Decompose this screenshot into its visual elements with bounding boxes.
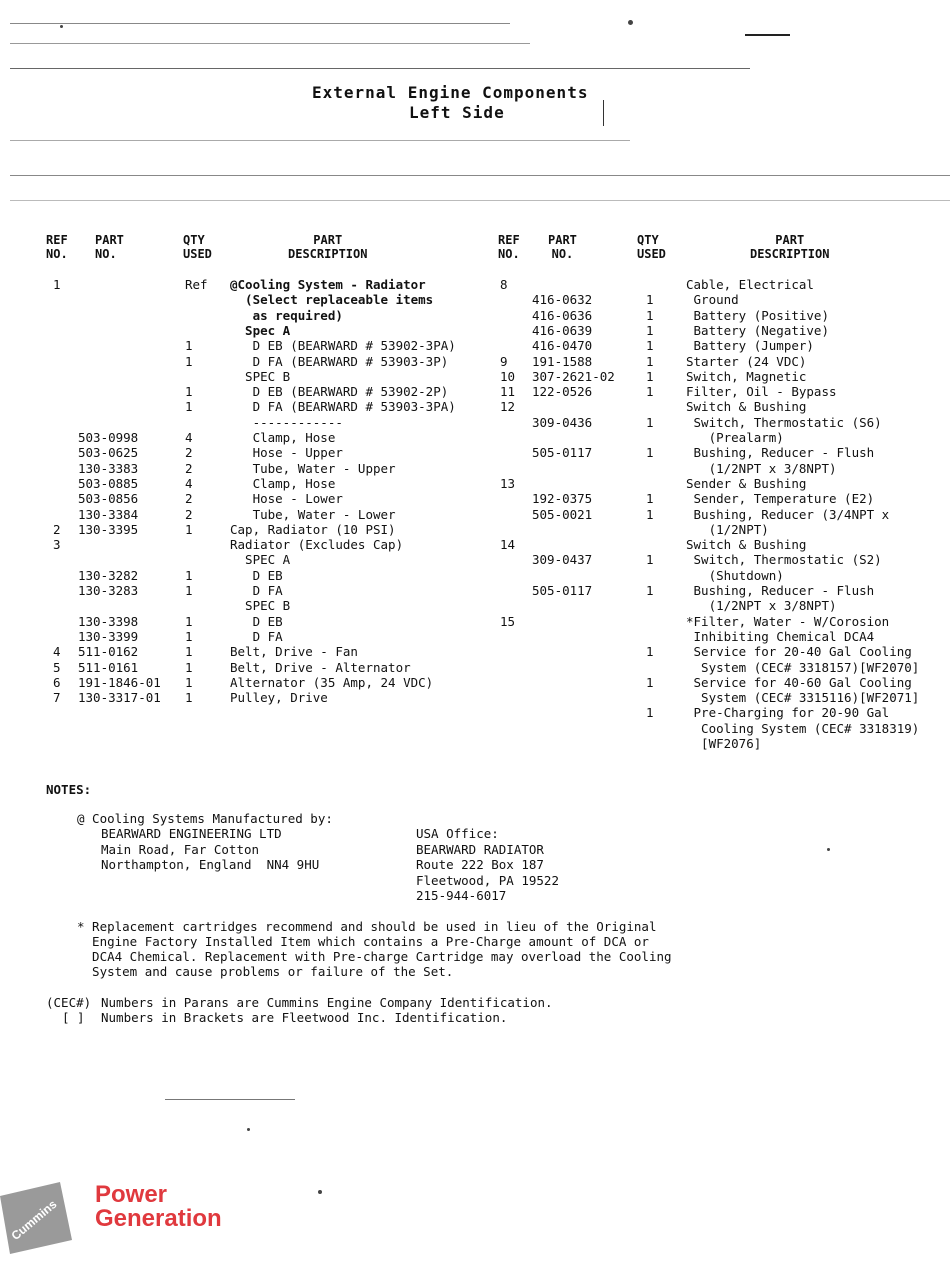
left-row-desc-cell: Hose - Upper bbox=[230, 445, 343, 461]
right-row-ref-cell: 9 bbox=[500, 353, 508, 369]
notes-usa-line: Fleetwood, PA 19522 bbox=[416, 873, 559, 888]
left-row-qty-cell: 4 bbox=[185, 430, 193, 445]
left-row-part-cell: 503-0625 bbox=[78, 445, 139, 461]
right-row-desc-cell: (Prealarm) bbox=[686, 430, 784, 445]
left-row-desc-cell: (Select replaceable items bbox=[230, 292, 434, 308]
right-row-desc-cell: Bushing, Reducer - Flush bbox=[686, 445, 875, 461]
notes-usa-line: 215-944-6017 bbox=[416, 888, 507, 903]
notes-usa-line: BEARWARD RADIATOR bbox=[416, 842, 544, 857]
left-row-desc-cell: Pulley, Drive bbox=[230, 690, 328, 706]
notes-bracket-text: Numbers in Brackets are Fleetwood Inc. Identification. bbox=[101, 1010, 508, 1025]
notes-heading: NOTES: bbox=[46, 782, 92, 797]
left-row-part-cell: 130-3317-01 bbox=[78, 690, 161, 706]
scan-rule bbox=[10, 140, 630, 141]
right-row-desc-cell: Service for 40-60 Gal Cooling bbox=[686, 674, 912, 690]
left-row-qty-cell: 2 bbox=[185, 445, 193, 461]
left-row-part-cell: 503-0856 bbox=[78, 491, 139, 507]
left-row-qty-cell: 1 bbox=[185, 644, 193, 660]
right-row-desc-cell: System (CEC# 3315116)[WF2071] bbox=[686, 690, 920, 706]
right-row-desc-cell: Battery (Positive) bbox=[686, 307, 829, 323]
notes-mfr-intro: @ Cooling Systems Manufactured by: bbox=[77, 811, 333, 826]
left-row-qty-cell: 1 bbox=[185, 353, 193, 369]
right-row-desc-cell: Battery (Jumper) bbox=[686, 338, 814, 354]
left-row-ref-cell: 1 bbox=[53, 277, 61, 292]
right-row-qty-cell: 1 bbox=[646, 384, 654, 400]
right-row-qty-cell: 1 bbox=[646, 292, 654, 308]
left-row-desc-cell: Clamp, Hose bbox=[230, 430, 336, 445]
left-row-qty-cell: 1 bbox=[185, 338, 193, 354]
notes-uk-line: BEARWARD ENGINEERING LTD bbox=[101, 826, 282, 841]
right-row-desc-cell: Starter (24 VDC) bbox=[686, 353, 807, 369]
left-row-part-cell: 130-3283 bbox=[78, 583, 139, 598]
header-ref-no: REF NO. bbox=[46, 233, 68, 261]
header-part-description: PART DESCRIPTION bbox=[288, 233, 368, 261]
right-row-part-cell: 192-0375 bbox=[532, 491, 593, 507]
notes-usa-line: USA Office: bbox=[416, 826, 499, 841]
left-row-desc-cell: D EB bbox=[230, 567, 283, 583]
left-row-desc-cell: Tube, Water - Upper bbox=[230, 460, 396, 476]
left-row-desc-cell: SPEC B bbox=[230, 368, 291, 384]
left-row-desc-cell: D EB bbox=[230, 613, 283, 629]
scan-rule bbox=[10, 175, 950, 176]
left-row-desc-cell: ------------ bbox=[230, 414, 343, 430]
right-row-part-cell: 122-0526 bbox=[532, 384, 593, 400]
scan-speck bbox=[60, 25, 63, 28]
right-row-ref-cell: 14 bbox=[500, 537, 516, 553]
page-subtitle: Left Side bbox=[409, 103, 505, 122]
right-row-qty-cell: 1 bbox=[646, 368, 654, 384]
scan-speck bbox=[628, 20, 633, 25]
left-row-qty-cell: 1 bbox=[185, 659, 193, 675]
right-row-ref-cell: 13 bbox=[500, 475, 516, 491]
right-row-qty-cell: 1 bbox=[646, 445, 654, 461]
left-row-desc-cell: as required) bbox=[230, 307, 343, 323]
scan-speck bbox=[247, 1128, 250, 1131]
scan-speck bbox=[827, 848, 830, 851]
left-row-qty-cell: Ref bbox=[185, 277, 208, 292]
right-row-desc-cell: Switch & Bushing bbox=[686, 537, 807, 553]
left-row-desc-cell: Belt, Drive - Alternator bbox=[230, 659, 411, 675]
right-row-part-cell: 309-0437 bbox=[532, 552, 593, 568]
header-qty-used-right: QTY USED bbox=[637, 233, 666, 261]
right-row-desc-cell: Bushing, Reducer (3/4NPT x bbox=[686, 506, 890, 522]
left-row-qty-cell: 1 bbox=[185, 583, 193, 598]
left-row-desc-cell: SPEC A bbox=[230, 552, 291, 568]
notes-bracket-key: [ ] bbox=[62, 1010, 85, 1025]
right-row-qty-cell: 1 bbox=[646, 414, 654, 430]
header-part-no-right: PART NO. bbox=[548, 233, 577, 261]
page-title: External Engine Components bbox=[312, 83, 589, 102]
left-row-part-cell: 191-1846-01 bbox=[78, 674, 161, 690]
left-row-ref-cell: 3 bbox=[53, 537, 61, 553]
left-row-desc-cell: Belt, Drive - Fan bbox=[230, 644, 358, 660]
scan-rule bbox=[603, 100, 604, 126]
left-row-part-cell: 130-3395 bbox=[78, 521, 139, 537]
left-row-qty-cell: 2 bbox=[185, 491, 193, 507]
right-row-desc-cell: (1/2NPT) bbox=[686, 521, 769, 537]
logo-line-power: Power bbox=[95, 1181, 168, 1208]
left-row-qty-cell: 1 bbox=[185, 384, 193, 400]
cummins-logo-icon bbox=[0, 1182, 72, 1254]
right-row-qty-cell: 1 bbox=[646, 583, 654, 598]
left-row-ref-cell: 2 bbox=[53, 521, 61, 537]
left-row-part-cell: 511-0162 bbox=[78, 644, 139, 660]
left-row-qty-cell: 1 bbox=[185, 521, 193, 537]
left-row-desc-cell: SPEC B bbox=[230, 598, 291, 614]
left-row-desc-cell: Cap, Radiator (10 PSI) bbox=[230, 521, 396, 537]
header-ref-no-right: REF NO. bbox=[498, 233, 520, 261]
right-row-part-cell: 307-2621-02 bbox=[532, 368, 615, 384]
left-row-desc-cell: Radiator (Excludes Cap) bbox=[230, 537, 404, 553]
right-row-desc-cell: System (CEC# 3318157)[WF2070] bbox=[686, 659, 920, 675]
right-row-desc-cell: Cooling System (CEC# 3318319) bbox=[686, 720, 920, 736]
left-row-qty-cell: 1 bbox=[185, 399, 193, 415]
right-row-part-cell: 505-0021 bbox=[532, 506, 593, 522]
right-row-part-cell: 416-0636 bbox=[532, 307, 593, 323]
right-row-desc-cell: Switch, Thermostatic (S6) bbox=[686, 414, 882, 430]
scan-speck bbox=[318, 1190, 322, 1194]
right-row-desc-cell: (1/2NPT x 3/8NPT) bbox=[686, 460, 837, 476]
right-row-desc-cell: Switch & Bushing bbox=[686, 399, 807, 415]
right-row-desc-cell: (Shutdown) bbox=[686, 567, 784, 583]
scan-rule bbox=[10, 68, 750, 69]
right-row-desc-cell: Service for 20-40 Gal Cooling bbox=[686, 644, 912, 660]
right-row-qty-cell: 1 bbox=[646, 338, 654, 354]
left-row-desc-cell: D FA (BEARWARD # 53903-3PA) bbox=[230, 399, 456, 415]
left-row-part-cell: 503-0998 bbox=[78, 430, 139, 445]
right-row-desc-cell: [WF2076] bbox=[686, 736, 762, 751]
right-row-desc-cell: Battery (Negative) bbox=[686, 322, 829, 338]
right-row-qty-cell: 1 bbox=[646, 506, 654, 522]
header-qty-used: QTY USED bbox=[183, 233, 212, 261]
notes-cec-text: Numbers in Parans are Cummins Engine Company Identification. bbox=[101, 995, 553, 1010]
right-row-part-cell: 416-0470 bbox=[532, 338, 593, 354]
left-row-ref-cell: 6 bbox=[53, 674, 61, 690]
left-row-desc-cell: Tube, Water - Lower bbox=[230, 506, 396, 522]
right-row-qty-cell: 1 bbox=[646, 644, 654, 660]
header-part-description-right: PART DESCRIPTION bbox=[750, 233, 830, 261]
right-row-ref-cell: 12 bbox=[500, 399, 516, 415]
left-row-qty-cell: 1 bbox=[185, 690, 193, 706]
left-row-desc-cell: Hose - Lower bbox=[230, 491, 343, 507]
left-row-part-cell: 511-0161 bbox=[78, 659, 139, 675]
right-row-qty-cell: 1 bbox=[646, 491, 654, 507]
left-row-part-cell: 130-3282 bbox=[78, 567, 139, 583]
left-row-part-cell: 130-3398 bbox=[78, 613, 139, 629]
logo-line-generation: Generation bbox=[95, 1205, 222, 1232]
scan-rule bbox=[745, 34, 790, 36]
right-row-desc-cell: *Filter, Water - W/Corosion bbox=[686, 613, 890, 629]
left-row-desc-cell: Spec A bbox=[230, 322, 291, 338]
right-row-desc-cell: Inhibiting Chemical DCA4 bbox=[686, 628, 875, 644]
notes-replacement-line: System and cause problems or failure of the Set. bbox=[77, 964, 454, 979]
left-row-desc-cell: @Cooling System - Radiator bbox=[230, 277, 426, 292]
left-row-qty-cell: 2 bbox=[185, 460, 193, 476]
right-row-desc-cell: Filter, Oil - Bypass bbox=[686, 384, 837, 400]
left-row-part-cell: 503-0885 bbox=[78, 475, 139, 491]
left-row-desc-cell: Clamp, Hose bbox=[230, 475, 336, 491]
right-row-desc-cell: Switch, Thermostatic (S2) bbox=[686, 552, 882, 568]
notes-uk-line: Main Road, Far Cotton bbox=[101, 842, 260, 857]
scan-rule bbox=[10, 23, 510, 24]
right-row-ref-cell: 15 bbox=[500, 613, 516, 629]
notes-replacement-line: * Replacement cartridges recommend and should be used in lieu of the Original bbox=[77, 919, 657, 934]
right-row-part-cell: 416-0639 bbox=[532, 322, 593, 338]
right-row-qty-cell: 1 bbox=[646, 552, 654, 568]
left-row-desc-cell: D FA bbox=[230, 628, 283, 644]
left-row-qty-cell: 4 bbox=[185, 475, 193, 491]
right-row-desc-cell: Ground bbox=[686, 292, 739, 308]
left-row-qty-cell: 1 bbox=[185, 613, 193, 629]
right-row-qty-cell: 1 bbox=[646, 674, 654, 690]
scan-rule bbox=[165, 1099, 295, 1100]
right-row-qty-cell: 1 bbox=[646, 322, 654, 338]
right-row-ref-cell: 11 bbox=[500, 384, 516, 400]
right-row-qty-cell: 1 bbox=[646, 705, 654, 721]
left-row-ref-cell: 4 bbox=[53, 644, 61, 660]
notes-replacement-line: Engine Factory Installed Item which contains a Pre-Charge amount of DCA or bbox=[77, 934, 649, 949]
left-row-part-cell: 130-3383 bbox=[78, 460, 139, 476]
right-row-part-cell: 416-0632 bbox=[532, 292, 593, 308]
right-row-part-cell: 191-1588 bbox=[532, 353, 593, 369]
right-row-desc-cell: Cable, Electrical bbox=[686, 277, 814, 292]
left-row-part-cell: 130-3384 bbox=[78, 506, 139, 522]
right-row-desc-cell: Bushing, Reducer - Flush bbox=[686, 583, 875, 598]
left-row-qty-cell: 1 bbox=[185, 567, 193, 583]
scan-rule bbox=[10, 200, 950, 201]
header-part-no: PART NO. bbox=[95, 233, 124, 261]
right-row-desc-cell: Sender, Temperature (E2) bbox=[686, 491, 875, 507]
left-row-desc-cell: D EB (BEARWARD # 53902-2P) bbox=[230, 384, 449, 400]
right-row-desc-cell: Sender & Bushing bbox=[686, 475, 807, 491]
left-row-desc-cell: D FA (BEARWARD # 53903-3P) bbox=[230, 353, 449, 369]
left-row-ref-cell: 7 bbox=[53, 690, 61, 706]
left-row-ref-cell: 5 bbox=[53, 659, 61, 675]
left-row-qty-cell: 2 bbox=[185, 506, 193, 522]
left-row-part-cell: 130-3399 bbox=[78, 628, 139, 644]
right-row-desc-cell: (1/2NPT x 3/8NPT) bbox=[686, 598, 837, 614]
notes-replacement-line: DCA4 Chemical. Replacement with Pre-charge Cartridge may overload the Cooling bbox=[77, 949, 672, 964]
scan-rule bbox=[10, 43, 530, 44]
left-row-desc-cell: Alternator (35 Amp, 24 VDC) bbox=[230, 674, 434, 690]
right-row-desc-cell: Switch, Magnetic bbox=[686, 368, 807, 384]
right-row-ref-cell: 8 bbox=[500, 277, 508, 292]
right-row-part-cell: 505-0117 bbox=[532, 445, 593, 461]
left-row-qty-cell: 1 bbox=[185, 674, 193, 690]
right-row-ref-cell: 10 bbox=[500, 368, 516, 384]
left-row-desc-cell: D EB (BEARWARD # 53902-3PA) bbox=[230, 338, 456, 354]
right-row-qty-cell: 1 bbox=[646, 353, 654, 369]
notes-uk-line: Northampton, England NN4 9HU bbox=[101, 857, 320, 872]
notes-cec-key: (CEC#) bbox=[46, 995, 92, 1010]
left-row-qty-cell: 1 bbox=[185, 628, 193, 644]
left-row-desc-cell: D FA bbox=[230, 583, 283, 598]
logo-mark-text: Cummins bbox=[8, 1197, 60, 1243]
right-row-desc-cell: Pre-Charging for 20-90 Gal bbox=[686, 705, 890, 721]
right-row-qty-cell: 1 bbox=[646, 307, 654, 323]
right-row-part-cell: 309-0436 bbox=[532, 414, 593, 430]
right-row-part-cell: 505-0117 bbox=[532, 583, 593, 598]
notes-usa-line: Route 222 Box 187 bbox=[416, 857, 544, 872]
